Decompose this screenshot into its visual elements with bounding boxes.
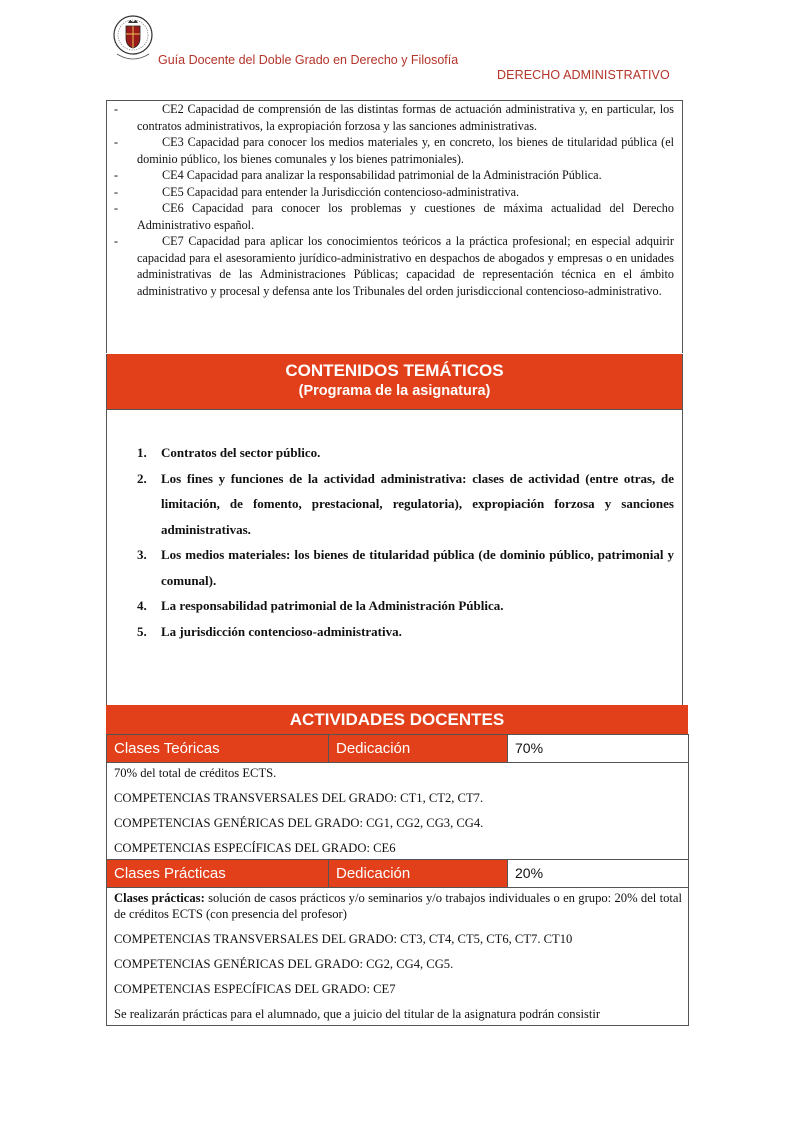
description-line: COMPETENCIAS TRANSVERSALES DEL GRADO: CT3, CT4, CT5, CT6, CT7. CT10 <box>114 932 573 946</box>
section-title: CONTENIDOS TEMÁTICOS <box>285 361 504 380</box>
competencia-item <box>107 184 682 201</box>
competencias-especificas-box <box>106 100 683 353</box>
list-dash: - <box>114 102 119 116</box>
description-lead <box>114 890 682 922</box>
course-name-header: DERECHO ADMINISTRATIVO <box>497 68 670 82</box>
list-item <box>137 542 674 593</box>
actividades-table <box>106 734 689 1026</box>
table-row <box>107 763 689 860</box>
section-subtitle: (Programa de la asignatura) <box>298 383 491 399</box>
list-dash: - <box>114 234 119 248</box>
lead-bold: Clases prácticas: <box>114 891 205 905</box>
competencia-text: CE4 Capacidad para analizar la responsabilidad patrimonial de la Administración Pública. <box>162 168 602 182</box>
list-item <box>137 593 674 619</box>
contenidos-box <box>106 409 683 705</box>
competencia-item <box>107 200 682 233</box>
competencia-text: CE2 Capacidad de comprensión de las distintas formas de actuación administrativa y, en particular, los contratos administrativos, la expropiación forzosa y las sanciones administrativas. <box>137 102 674 133</box>
item-text: Contratos del sector público. <box>161 445 321 460</box>
competencia-item <box>107 167 682 184</box>
competencia-text: CE6 Capacidad para conocer los problemas y cuestiones de máxima actualidad del Derecho Administrativo español. <box>137 201 674 232</box>
list-item <box>137 619 674 645</box>
item-text: Los medios materiales: los bienes de titularidad pública (de dominio público, patrimonial y comunal). <box>161 547 674 588</box>
description-line: 70% del total de créditos ECTS. <box>114 766 277 780</box>
list-item <box>137 440 674 466</box>
competencia-item <box>107 134 682 167</box>
competencia-text: CE3 Capacidad para conocer los medios materiales y, en concreto, los bienes de titularidad pública (el dominio público, los bienes comunales y los bienes patrimoniales). <box>137 135 674 166</box>
description-line: COMPETENCIAS ESPECÍFICAS DEL GRADO: CE6 <box>114 841 396 855</box>
dedicacion-value: 20% <box>508 860 689 888</box>
competencia-item <box>107 101 682 134</box>
item-text: La responsabilidad patrimonial de la Administración Pública. <box>161 598 504 613</box>
item-text: La jurisdicción contencioso-administrativa. <box>161 623 402 639</box>
programa-list <box>137 440 674 644</box>
list-item <box>137 466 674 543</box>
university-seal-logo <box>112 14 154 64</box>
lead-text: solución de casos prácticos y/o seminarios y/o trabajos individuales o en grupo: 20% del total de créditos ECTS (con presencia del profesor) <box>114 891 682 921</box>
list-dash: - <box>114 184 119 199</box>
list-dash: - <box>114 201 119 215</box>
actividades-docentes-header: ACTIVIDADES DOCENTES <box>106 705 688 734</box>
clases-teoricas-label: Clases Teóricas <box>107 735 329 763</box>
table-row <box>107 860 689 888</box>
item-number: 1. <box>137 445 147 460</box>
contenidos-tematicos-header <box>106 354 683 409</box>
description-line: COMPETENCIAS GENÉRICAS DEL GRADO: CG1, CG2, CG3, CG4. <box>114 816 484 830</box>
practicas-description <box>107 888 689 1026</box>
competencia-item <box>107 233 682 299</box>
description-line: COMPETENCIAS GENÉRICAS DEL GRADO: CG2, CG4, CG5. <box>114 957 454 971</box>
list-dash: - <box>114 135 119 149</box>
table-row <box>107 888 689 1026</box>
item-number: 5. <box>137 623 147 639</box>
competencia-text: CE7 Capacidad para aplicar los conocimientos teóricos a la práctica profesional; en especial adquirir capacidad para el asesoramiento jurídico-administrativo en despachos de abogados y empresas o en unidades administrativas de las Administraciones Públicas; capacidad de representación técnica en el ámbito administrativo y procesal y defensa ante los Tribunales del orden jurisdiccional contencioso-administrativo. <box>137 234 674 298</box>
item-number: 2. <box>137 470 147 486</box>
description-line: Se realizarán prácticas para el alumnado, que a juicio del titular de la asignatura podrán consistir <box>114 1007 601 1021</box>
item-text: Los fines y funciones de la actividad administrativa: clases de actividad (entre otras, de limitación, de fomento, prestacional, regulatoria), expropiación forzosa y sanciones administrativas. <box>161 470 674 537</box>
list-dash: - <box>114 168 119 182</box>
competencia-text: CE5 Capacidad para entender la Jurisdicción contencioso-administrativa. <box>162 184 520 199</box>
dedicacion-label: Dedicación <box>329 860 508 888</box>
clases-practicas-label: Clases Prácticas <box>107 860 329 888</box>
dedicacion-label: Dedicación <box>329 735 508 763</box>
document-header-title: Guía Docente del Doble Grado en Derecho y Filosofía <box>158 53 459 67</box>
description-line: COMPETENCIAS TRANSVERSALES DEL GRADO: CT1, CT2, CT7. <box>114 791 484 805</box>
table-row <box>107 735 689 763</box>
item-number: 3. <box>137 547 147 562</box>
teoricas-description <box>107 763 689 860</box>
dedicacion-value: 70% <box>508 735 689 763</box>
description-line: COMPETENCIAS ESPECÍFICAS DEL GRADO: CE7 <box>114 982 396 996</box>
item-number: 4. <box>137 598 147 613</box>
